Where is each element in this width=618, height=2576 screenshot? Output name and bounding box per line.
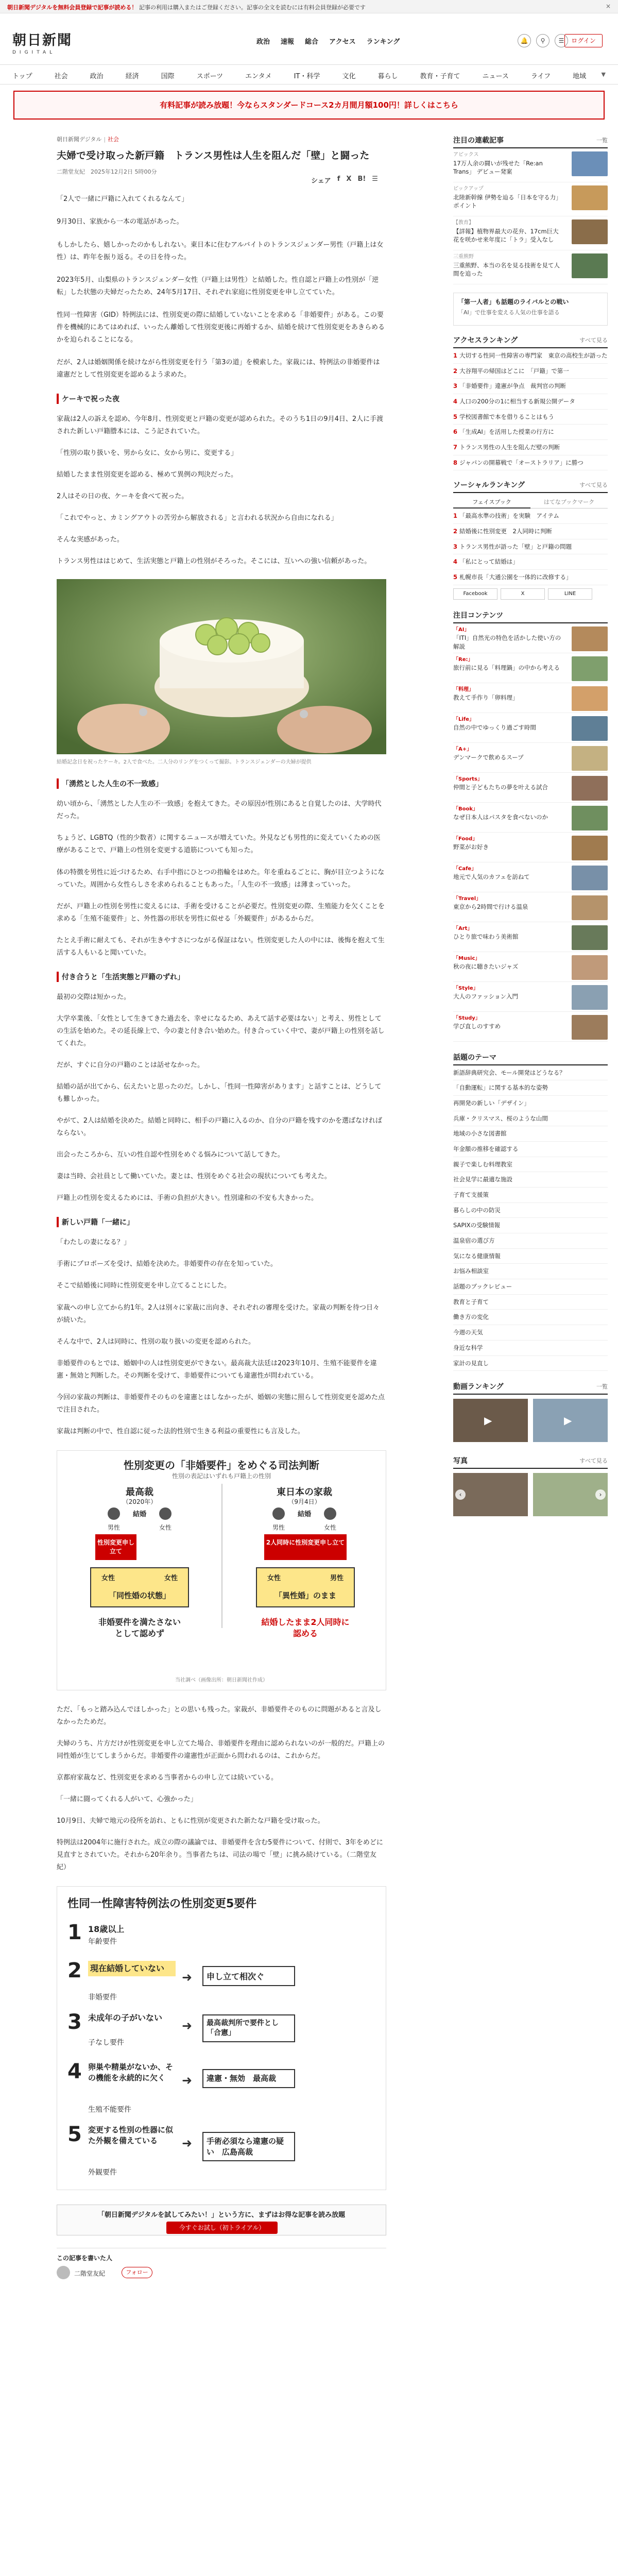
paragraph: トランス男性ははじめて、生活実態と戸籍上の性別がそろった。そこには、互いへの強い信頼があった。 — [57, 557, 371, 566]
result-gender: 女性 — [101, 1574, 115, 1582]
gender-label: 女性 — [323, 1523, 336, 1531]
category-tab[interactable]: 地域 — [573, 73, 587, 80]
see-all-link[interactable]: すべて見る — [579, 337, 608, 344]
content-item[interactable]: 「Sports」 仲間と子どもたちの夢を叶える試合 — [453, 773, 608, 803]
paragraph: 出会ったころから、互いの性自認や性別をめぐる悩みについて話してきた。 — [57, 1151, 284, 1159]
topic-item[interactable]: 社会見学に最適な施設 — [453, 1172, 608, 1188]
chevron-down-icon[interactable]: ▼ — [601, 71, 606, 78]
ranking-item[interactable]: 8 ジャパンの開幕戦で「オーストラリア」に勝つ — [453, 455, 608, 471]
requirement-sub: 生殖不能要件 — [88, 2106, 131, 2114]
paragraph: 「一緒に闘ってくれる人がいて、心強かった」 — [57, 1795, 197, 1804]
content-item[interactable]: 「AI」 「ITI」自然光の特色を活かした使い方の解説 — [453, 623, 608, 653]
featured-series-list — [453, 148, 608, 284]
paragraph: だが、すぐに自分の戸籍のことは話せなかった。 — [57, 1061, 204, 1069]
category-tab[interactable]: 政治 — [90, 73, 104, 80]
paragraph: 非婚要件のもとでは、婚姻中の人は性別変更ができない。最高裁大法廷は2023年10月、生殖不能要件を違憲・無効と判断した。その判断を受けて、非婚要件についても違憲性が問われている。 — [57, 1359, 377, 1380]
arrow-icon: ➜ — [182, 2019, 193, 2033]
paragraph: 戸籍上の性別を変えるためには、手術の負担が大きい。性別違和の不安も大きかった。 — [57, 1194, 318, 1202]
gender-label: 男性 — [107, 1523, 120, 1531]
article-body-f — [57, 1704, 386, 1874]
person-icon — [108, 1507, 120, 1520]
paragraph: 性同一性障害（GID）特例法には、性別変更の際に結婚していないことを求める「非婚要件」がある。この要件を機械的にあてはめれば、いったん離婚して性別変更後に再婚するか、結婚を続けて性別変更をあきらめるかを迫られることになる。 — [57, 311, 385, 344]
content-item[interactable]: 「料理」 教えて手作り「卵料理」 — [453, 683, 608, 713]
topic-item[interactable]: 「自動運転」に関する基本的な姿勢 — [453, 1080, 608, 1096]
paragraph: 今回の家裁の判断は、非婚要件そのものを違憲とはしなかったが、婚姻の実態に照らして性別変更を認めた点で注目された。 — [57, 1393, 385, 1414]
person-icon — [159, 1507, 171, 1520]
category-nav — [0, 65, 618, 84]
header-nav-item[interactable]: アクセス — [329, 38, 356, 46]
requirement-main: 変更する性別の性器に似た外観を備えている — [88, 2125, 174, 2145]
gender-label: 女性 — [159, 1523, 171, 1531]
line-follow-button[interactable]: LINE — [548, 588, 592, 600]
requirement-number: 5 — [67, 2123, 82, 2147]
article-body-b — [57, 413, 386, 568]
featured-content-list — [453, 623, 608, 1042]
sidebar-section-heading: 動画ランキング 一覧 — [453, 1381, 608, 1395]
content-item[interactable]: 「Food」 野菜がお好き — [453, 833, 608, 862]
cake-photo-image — [57, 579, 386, 754]
article-body-d — [57, 991, 386, 1205]
right-verdict: 結婚したまま2人同時に認める — [261, 1617, 350, 1639]
header-nav-item[interactable]: 速報 — [281, 38, 295, 46]
menu-icon[interactable]: ☰ — [555, 34, 568, 47]
facebook-follow-button[interactable]: Facebook — [453, 588, 497, 600]
header-nav-item[interactable]: 総合 — [305, 38, 319, 46]
sidebar-section-heading: 写真 すべて見る — [453, 1455, 608, 1469]
article-body-c — [57, 798, 386, 959]
chevron-left-icon[interactable]: ‹ — [455, 1489, 466, 1500]
person-icon — [272, 1507, 285, 1520]
article-body-a — [57, 193, 386, 381]
paragraph: 特例法は2004年に施行された。成立の際の議論では、非婚要件を含む5要件について、付則で、3年をめどに見直すとされていた。それから20年余り。当事者たちは、司法の場で「壁」に挑み続けている。（二階堂友紀） — [57, 1839, 383, 1872]
paragraph: やがて、2人は結婚を決めた。結婚と同時に、相手の戸籍に入るのか、自分の戸籍を残すのかを選ばなければならない。 — [57, 1117, 383, 1138]
breadcrumb-item[interactable]: 社会 — [108, 136, 119, 143]
author-box — [57, 2248, 386, 2281]
x-icon[interactable]: X — [346, 175, 352, 183]
topic-item[interactable]: 今週の天気 — [453, 1325, 608, 1341]
paragraph: ちょうど、LGBTQ（性的少数者）に関するニュースが増えていた。外見なども男性的に変えていくための医療があることで、戸籍上の性別を変更する道筋についても知った。 — [57, 834, 381, 855]
paragraph: たとえ手術に耐えても、それが生きやすさにつながる保証はない。性別変更した人の中には、後悔を抱えて生活する人もいると聞いていた。 — [57, 936, 385, 957]
header-nav-item[interactable]: 政治 — [256, 38, 270, 46]
sidebar — [453, 135, 608, 1522]
category-tab[interactable]: エンタメ — [245, 73, 272, 80]
content-item[interactable]: 「Book」 なぜ日本人はパスタを食べないのか — [453, 803, 608, 833]
sidebar-section-heading: ソーシャルランキング すべて見る — [453, 480, 608, 493]
left-result-box — [90, 1567, 189, 1607]
category-tab[interactable]: 経済 — [125, 73, 139, 80]
topic-item[interactable]: 気になる健康情報 — [453, 1249, 608, 1264]
topic-item[interactable]: 子育て支援策 — [453, 1188, 608, 1203]
person-icon — [324, 1507, 336, 1520]
content-item[interactable]: 「A+」 デンマークで飲めるスープ — [453, 743, 608, 773]
marriage-label-left: 結婚 — [132, 1510, 146, 1518]
promo-feature-title: 「第一人者」も話題のライバルとの戦い — [458, 298, 569, 306]
facebook-icon[interactable]: f — [337, 175, 340, 183]
topic-item[interactable]: 家計の見直し — [453, 1356, 608, 1371]
result-gender: 男性 — [330, 1574, 344, 1582]
list-item[interactable]: 三重熊野 三重熊野、本当の名を見る技術を見て人間を追った — [453, 250, 608, 284]
paragraph: もしかしたら、嬉しかったのかもしれない。東日本に住むアルバイトのトランスジェンダー男性（戸籍上は女性）は、昨年を振り返る。その日を待った。 — [57, 241, 384, 261]
author-name[interactable]: 二階堂友紀 — [74, 2270, 106, 2278]
login-button[interactable]: ログイン — [564, 34, 603, 47]
social-ranking-tabs — [453, 496, 608, 509]
result-gender: 女性 — [164, 1574, 178, 1582]
paragraph: 手術にプロポーズを受け、結婚を決めた。非婚要件の存在を知っていた。 — [57, 1260, 277, 1268]
sidebar-section-heading: 話題のテーマ — [453, 1052, 608, 1065]
content-item[interactable]: 「Art」 ひとり旅で味わう美術館 — [453, 922, 608, 952]
paragraph: 「これでやっと、カミングアウトの苦労から解放される」と言われる状況から自由になれる」 — [57, 514, 338, 522]
paragraph: だが、戸籍上の性別を男性に変えるには、手術を受けることが必要だ。性別変更の際、生殖能力を欠くことを求める「生殖不能要件」と、外性器の形状を男性に似せる「外観要件」があるからだ。 — [57, 902, 385, 923]
list-item[interactable]: 【教育】 【詳報】植物界最大の花弁、17cm巨大花を咲かせ来年度に「トラ」受入なし — [453, 216, 608, 250]
right-court-year: （9月4日） — [288, 1498, 321, 1505]
avatar[interactable] — [57, 2266, 70, 2279]
topic-item[interactable]: 年金額の推移を確認する — [453, 1142, 608, 1157]
paragraph: 「2人で一緒に戸籍に入れてくれるなんて」 — [57, 195, 188, 204]
paragraph: 大学卒業後、「女性として生きてきた過去を、幸せになるため、あえて話す必要はない」と考え、男性としての生活を始めた。その延長線上で、今の妻と付き合い始めた。付き合っていく中で、妻が戸籍上の性別を話してくれた。 — [57, 1014, 385, 1047]
requirement-row — [67, 2060, 376, 2116]
promo-feature[interactable] — [453, 293, 608, 326]
paragraph: 幼い頃から、「湧然とした人生の不一致感」を抱えてきた。その原因が性別にあると自覚したのは、大学時代だった。 — [57, 800, 382, 821]
breadcrumb-item[interactable]: 朝日新聞デジタル — [57, 136, 102, 143]
requirement-sub: 年齢要件 — [88, 1938, 117, 1946]
topic-item[interactable]: 身近な科学 — [453, 1341, 608, 1356]
trial-button[interactable]: 今すぐお試し（初トライアル） — [166, 2222, 278, 2234]
requirement-sub: 外観要件 — [88, 2168, 117, 2177]
topic-item[interactable]: 教育と子育て — [453, 1295, 608, 1310]
trial-promo-text: 「朝日新聞デジタルを試してみたい！」という方に、まずはお得な記事を読み放題 — [97, 2211, 346, 2219]
topic-item[interactable]: 暮らしの中の防災 — [453, 1203, 608, 1218]
ranking-item[interactable]: 5 学校図書館で本を借りることはもう — [453, 410, 608, 425]
ranking-item[interactable]: 6 「生成AI」を活用した授業の行方に — [453, 425, 608, 440]
ranking-item[interactable]: 7 トランス男性の人生を阻んだ壁の判断 — [453, 440, 608, 455]
result-state: 「異性婚」のまま — [274, 1590, 336, 1600]
top-notice-text[interactable]: 朝日新聞デジタルを無料会員登録で記事が読める！ 記事の利用は購入またはご登録ください。記事の全文を読むには有料会員登録が必要です — [7, 4, 366, 11]
chevron-right-icon[interactable]: › — [595, 1489, 606, 1500]
paragraph: 9月30日、家族から一本の電話があった。 — [57, 218, 183, 226]
play-icon[interactable]: ▶ — [564, 1414, 572, 1427]
ranking-item[interactable]: 2 大谷翔平の帰国はどこに 「戸籍」で第一 — [453, 364, 608, 379]
arrow-icon: ➜ — [182, 2073, 193, 2088]
category-tab[interactable]: 国際 — [161, 73, 175, 80]
topic-item[interactable]: 新語辞典研究会、モール開発はどうなる？ — [453, 1065, 608, 1081]
sidebar-section-heading: 注目コンテンツ — [453, 610, 608, 623]
topic-list — [453, 1065, 608, 1371]
paragraph: そんな実感があった。 — [57, 536, 124, 544]
paragraph: 家裁は判断の中で、性自認に従った法的性別で生きる利益の重要性にも言及した。 — [57, 1427, 304, 1435]
ranking-item[interactable]: 3 「非婚要件」違憲が争点 裁判官の判断 — [453, 379, 608, 394]
content-item[interactable]: 「Style」 大人のファッション入門 — [453, 982, 608, 1012]
section-heading: 新しい戸籍「一緒に」 — [57, 1217, 386, 1227]
paragraph: 「わたしの妻になる？」 — [57, 1239, 131, 1247]
paragraph: そこで結婚後に同時に性別変更を申し立てることにした。 — [57, 1282, 231, 1290]
paragraph: 家裁は2人の訴えを認め、今年8月、性別変更と戸籍の変更が認められた。そのうち1日の9月4日、2人に手渡された新しい戸籍謄本には、こう記されていた。 — [57, 415, 384, 435]
arrow-icon: ➜ — [182, 1970, 193, 1985]
topic-item[interactable]: 地域の小さな図書館 — [453, 1126, 608, 1142]
article — [57, 135, 386, 2281]
requirement-result: 最高裁判所で要件とし「合憲」 — [202, 2014, 295, 2042]
category-tab[interactable]: IT・科学 — [294, 73, 320, 80]
requirement-number: 2 — [67, 1959, 82, 1983]
ranking-item[interactable]: 1 「最高水準の技術」を実験 アイテム — [453, 509, 608, 524]
paragraph: だが、2人は婚姻関係を続けながら性別変更を行う「第3の道」を模索した。家裁には、特例法の非婚要件は違憲だとして性別変更を認めるよう求めた。 — [57, 358, 380, 379]
breadcrumb: 朝日新聞デジタル | 社会 — [57, 136, 119, 143]
paragraph: 2023年5月、山梨県のトランスジェンダー女性（戸籍上は男性）と結婚した。性自認と戸籍上の性別が「逆転」した状態の夫婦だったため、24年5月17日、それぞれ家庭に性別変更を申し立てていた。 — [57, 276, 379, 296]
right-result-box — [256, 1567, 355, 1607]
bell-icon[interactable]: 🔔 — [518, 34, 531, 47]
paragraph: 最初の交際は短かった。 — [57, 993, 131, 1001]
topic-item[interactable]: お悩み相談室 — [453, 1264, 608, 1279]
section-heading: ケーキで祝った夜 — [57, 394, 386, 404]
requirement-main: 未成年の子がいない — [88, 2013, 163, 2023]
photo-caption: 結婚記念日を祝ったケーキ。2人で食べた。二人分のリングをつくって撮影。トランスジェンダーの夫婦が提供 — [57, 759, 312, 766]
requirements-infographic — [57, 1886, 386, 2190]
menu-icon[interactable]: ☰ — [372, 175, 378, 183]
result-gender: 女性 — [267, 1574, 281, 1582]
section-heading: 「湧然とした人生の不一致感」 — [57, 778, 386, 789]
requirement-main: 現在結婚していない — [88, 1961, 176, 1976]
hatena-icon[interactable]: B! — [357, 175, 366, 183]
paragraph: 結婚したまま性別変更を認める、極めて異例の判決だった。 — [57, 471, 238, 479]
topic-item[interactable]: 話題のブックレビュー — [453, 1279, 608, 1295]
list-item[interactable]: ピックアップ 北陸新幹線 伊勢を辿る「日本を守る力」ポイント — [453, 182, 608, 216]
ranking-item[interactable]: 3 トランス男性が語った「壁」と戸籍の問題 — [453, 539, 608, 555]
paragraph: 10月9日、夫婦で地元の役所を訪れ、ともに性別が変更された新たな戸籍を受け取った。 — [57, 1817, 324, 1825]
see-all-link[interactable]: すべて見る — [579, 482, 608, 489]
tab-facebook[interactable]: フェイスブック — [453, 496, 530, 509]
category-tab[interactable]: 教育・子育て — [420, 73, 460, 80]
see-all-link[interactable]: すべて見る — [579, 1458, 608, 1465]
marriage-label-right: 結婚 — [297, 1510, 311, 1518]
category-tab[interactable]: ニュース — [482, 73, 509, 80]
content-item[interactable]: 「Study」 学び直しのすすめ — [453, 1012, 608, 1042]
content-item[interactable]: 「Travel」 東京から2時間で行ける温泉 — [453, 892, 608, 922]
requirement-row — [67, 2010, 376, 2054]
ranking-item[interactable]: 4 人口の200分の1に相当する新規公開データ — [453, 394, 608, 410]
top-notice-bar — [0, 0, 618, 13]
close-icon[interactable]: × — [605, 3, 611, 10]
search-icon[interactable]: ⚲ — [536, 34, 550, 47]
follow-button[interactable]: フォロー — [122, 2267, 152, 2278]
article-byline: 二階堂友紀 2025年12月2日 5時00分 — [57, 168, 157, 176]
list-item[interactable]: アピックス 17万人余の闘いが残せた「Re:an Trans」 デビュー発案 — [453, 148, 608, 182]
requirement-result: 手術必須なら違憲の疑い 広島高裁 — [202, 2132, 295, 2161]
requirement-row — [67, 1959, 376, 2005]
sidebar-section-heading: アクセスランキング すべて見る — [453, 335, 608, 348]
subscription-banner[interactable]: 有料記事が読み放題！今ならスタンダードコース2カ月間月額100円！詳しくはこちら — [13, 91, 605, 120]
ranking-item[interactable]: 4 「私にとって結婚は」 — [453, 554, 608, 570]
infographic-source: 当社調べ（画像出所：朝日新聞社作成） — [175, 1677, 268, 1683]
topic-item[interactable]: SAPIXの受験情報 — [453, 1218, 608, 1233]
requirement-number: 4 — [67, 2060, 82, 2084]
paragraph: 妻は当時、会社員として働いていた。妻とは、性別をめぐる社会の現状についても考えた。 — [57, 1173, 331, 1181]
paragraph: 家裁への申し立てから約1年。2人は別々に家裁に出向き、それぞれの審理を受けた。家裁の判断を待つ日々が続いた。 — [57, 1303, 380, 1324]
paragraph: 2人はその日の夜、ケーキを食べて祝った。 — [57, 493, 188, 501]
play-icon[interactable]: ▶ — [484, 1414, 492, 1427]
requirement-row — [67, 2123, 376, 2179]
right-court-label: 東日本の家裁 — [277, 1486, 332, 1498]
tab-hatena[interactable]: はてなブックマーク — [530, 496, 608, 509]
requirement-number: 1 — [67, 1921, 82, 1945]
topic-item[interactable]: 兵庫・クリスマス、桜のような山間 — [453, 1111, 608, 1127]
paragraph: 結婚の話が出てから、伝えたいと思ったのだ。しかし、「性同一性障害があります」と話すことは、どうしても難しかった。 — [57, 1083, 382, 1104]
see-all-link[interactable]: 一覧 — [596, 1383, 608, 1391]
left-petition-box: 性別変更申し立て — [95, 1534, 136, 1560]
category-tab[interactable]: 文化 — [342, 73, 356, 80]
category-tab[interactable]: トップ — [12, 73, 32, 80]
right-petition-box: 2人同時に性別変更申し立て — [264, 1534, 347, 1560]
requirement-main: 18歳以上 — [88, 1924, 125, 1935]
result-state: 「同性婚の状態」 — [108, 1590, 170, 1600]
ranking-item[interactable]: 5 札幌市長「大通公園を一体的に改修する」 — [453, 570, 608, 585]
ruling-infographic — [57, 1450, 386, 1690]
social-ranking-list — [453, 509, 608, 585]
category-tab[interactable]: スポーツ — [196, 73, 224, 80]
sidebar-section-heading: 注目の連載記事 一覧 — [453, 135, 608, 148]
requirement-sub: 子なし要件 — [88, 2039, 124, 2047]
infographic-subtitle: 性別の表記はいずれも戸籍上の性別 — [171, 1472, 271, 1480]
site-header — [0, 13, 618, 65]
requirement-result: 違憲・無効 最高裁 — [202, 2069, 295, 2088]
paragraph: 夫婦のうち、片方だけが性別変更を申し立てた場合、非婚要件を理由に認められないのが一般的だ。戸籍上の同性婚が生じてしまうからだ。非婚要件の違憲性が正面から問われるのは、これからだ。 — [57, 1739, 385, 1760]
gender-label: 男性 — [272, 1523, 285, 1531]
paragraph: ただ、「もっと踏み込んでほしかった」との思いも残った。家裁が、非婚要件そのものに問題があると言及しなかったためだ。 — [57, 1705, 382, 1726]
left-court-year: （2020年） — [122, 1498, 157, 1505]
content-item[interactable]: 「Music」 秋の夜に聴きたいジャズ — [453, 952, 608, 982]
category-tab[interactable]: 暮らし — [377, 73, 398, 80]
requirement-number: 3 — [67, 2010, 82, 2035]
paragraph: 体の特徴を男性に近づけるため、右手中指にひとつの指輪をはめた。年を重ねるごとに、胸が目立つようになっていた。周囲から女性らしさを求められることもあった。「人生の不一致感」は薄まっていった。 — [57, 868, 385, 889]
paragraph: 京都府家裁など、性別変更を求める当事者からの申し立ては続いている。 — [57, 1774, 278, 1782]
left-verdict: 非婚要件を満たさないとして認めず — [98, 1617, 181, 1639]
topic-item[interactable]: 再開発の新しい「デザイン」 — [453, 1096, 608, 1111]
author-box-label: この記事を書いた人 — [57, 2255, 113, 2262]
requirement-sub: 非婚要件 — [88, 1993, 117, 2002]
social-follow-buttons — [453, 588, 608, 600]
requirements-title: 性同一性障害特例法の性別変更5要件 — [67, 1897, 257, 1911]
article-title: 夫婦で受け取った新戸籍 トランス男性は人生を阻んだ「壁」と闘った — [57, 150, 370, 161]
access-ranking-list — [453, 348, 608, 470]
ranking-item[interactable]: 2 結婚後に性別変更 2人同時に判断 — [453, 524, 608, 539]
requirement-row — [67, 1921, 376, 1955]
arrow-icon: ➜ — [182, 2136, 193, 2151]
article-photo[interactable] — [57, 579, 386, 754]
content-item[interactable]: 「Life」 自然の中でゆっくり過ごす時間 — [453, 713, 608, 743]
ranking-item[interactable]: 1 大切する性同一性障害の専門家 東京の高校生が語った — [453, 348, 608, 364]
infographic-title: 性別変更の「非婚要件」をめぐる司法判断 — [124, 1459, 319, 1471]
header-nav — [256, 36, 400, 46]
x-follow-button[interactable]: X — [501, 588, 545, 600]
paragraph: そんな中で、2人は同時に、性別の取り扱いの変更を認められた。 — [57, 1337, 255, 1346]
category-tab[interactable]: ライフ — [530, 73, 551, 80]
photo-carousel — [453, 1473, 608, 1522]
header-nav-item[interactable]: ランキング — [366, 38, 400, 46]
category-tab[interactable]: 社会 — [54, 73, 68, 80]
requirement-result: 申し立て相次ぐ — [202, 1966, 295, 1986]
site-logo[interactable]: 朝日新聞 DIGITAL — [12, 32, 72, 55]
see-all-link[interactable]: 一覧 — [596, 137, 608, 144]
video-carousel — [453, 1399, 608, 1448]
article-body-e — [57, 1236, 386, 1438]
topic-item[interactable]: 働き方の変化 — [453, 1310, 608, 1325]
section-heading: 付き合うと「生活実態と戸籍のずれ」 — [57, 972, 386, 982]
header-icons — [518, 34, 568, 47]
topic-item[interactable]: 親子で楽しむ料理教室 — [453, 1157, 608, 1173]
share-bar — [311, 175, 378, 185]
trial-promo-box — [57, 2205, 386, 2235]
promo-feature-sub: 「AI」で仕事を変える人気の仕事を語る — [458, 309, 560, 316]
content-item[interactable]: 「Cafe」 地元で人気のカフェを訪ねて — [453, 862, 608, 892]
left-court-label: 最高裁 — [126, 1486, 153, 1498]
share-label: シェア — [311, 177, 331, 185]
paragraph: 「性別の取り扱いを、男から女に、女から男に、変更する」 — [57, 449, 238, 457]
topic-item[interactable]: 温泉宿の選び方 — [453, 1233, 608, 1249]
content-item[interactable]: 「Re:」 旅行前に見る「料理鍋」の中から考える — [453, 653, 608, 683]
requirement-main: 卵巣や精巣がないか、その機能を永続的に欠く — [88, 2062, 174, 2082]
